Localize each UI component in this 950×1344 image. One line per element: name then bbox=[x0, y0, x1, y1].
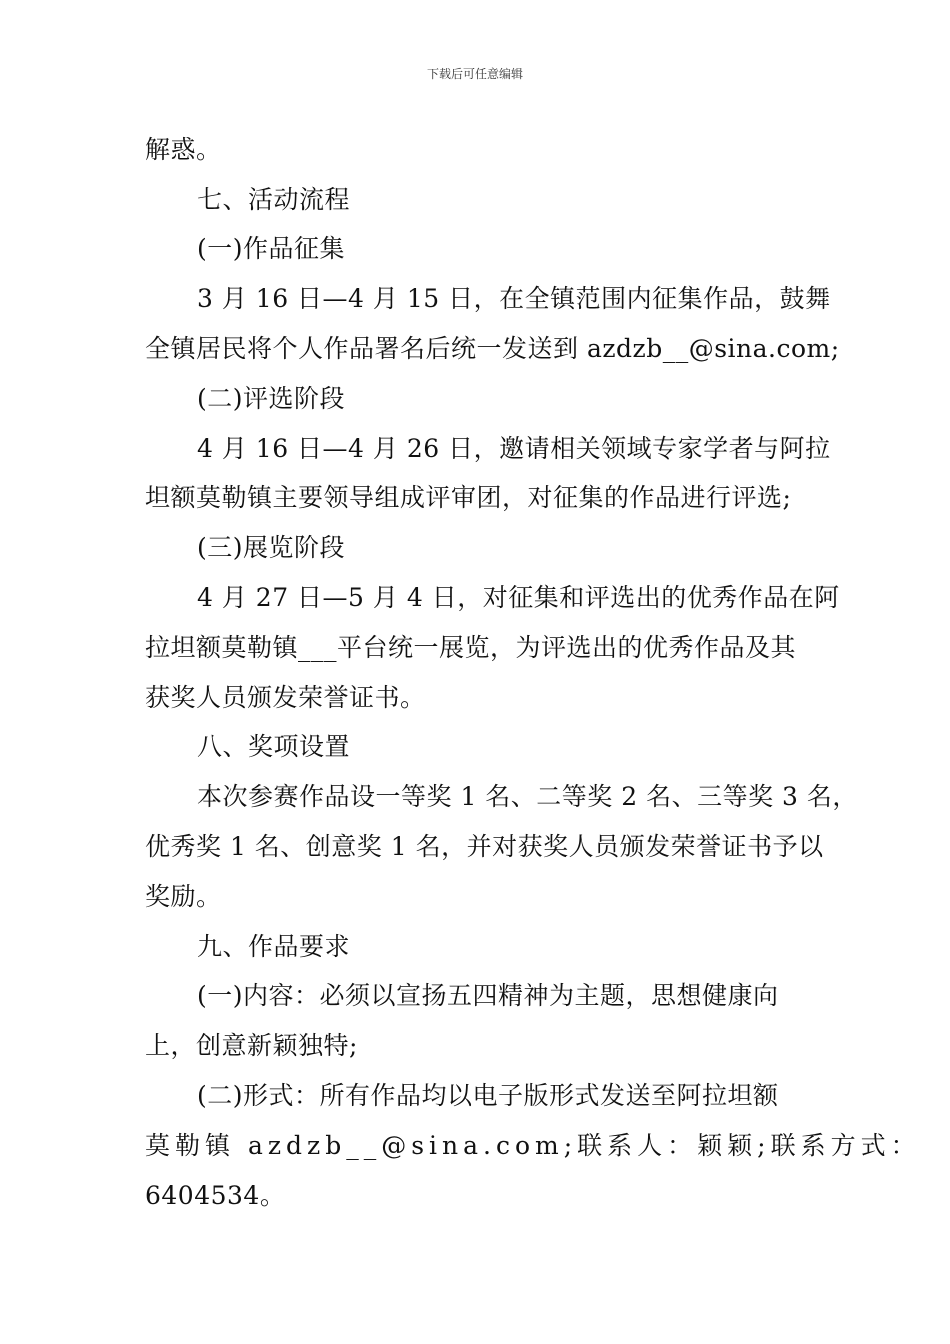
section-heading: 九、作品要求 bbox=[197, 932, 351, 961]
paragraph-line: 6404534。 bbox=[145, 1181, 286, 1210]
paragraph-line: 本次参赛作品设一等奖 1 名、二等奖 2 名、三等奖 3 名， bbox=[197, 782, 858, 811]
paragraph-line: 解惑。 bbox=[145, 135, 222, 164]
paragraph-line: (一)内容：必须以宣扬五四精神为主题，思想健康向 bbox=[197, 981, 779, 1010]
paragraph-line: 莫勒镇 azdzb__@sina.com;联系人：颖颖;联系方式： bbox=[145, 1131, 921, 1160]
subsection-heading: (三)展览阶段 bbox=[197, 533, 346, 562]
paragraph-line: 4 月 16 日—4 月 26 日，邀请相关领域专家学者与阿拉 bbox=[197, 434, 831, 463]
page-header: 下载后可任意编辑 bbox=[426, 67, 523, 81]
subsection-heading: (一)作品征集 bbox=[197, 234, 346, 263]
paragraph-line: (二)形式：所有作品均以电子版形式发送至阿拉坦额 bbox=[197, 1081, 779, 1110]
paragraph-line: 3 月 16 日—4 月 15 日，在全镇范围内征集作品，鼓舞 bbox=[197, 284, 831, 313]
paragraph-line: 优秀奖 1 名、创意奖 1 名，并对获奖人员颁发荣誉证书予以 bbox=[145, 832, 824, 861]
paragraph-line: 上，创意新颖独特; bbox=[145, 1031, 358, 1060]
paragraph-line: 坦额莫勒镇主要领导组成评审团，对征集的作品进行评选; bbox=[145, 483, 792, 512]
paragraph-line: 全镇居民将个人作品署名后统一发送到 azdzb__@sina.com; bbox=[145, 334, 840, 363]
paragraph-line: 获奖人员颁发荣誉证书。 bbox=[145, 683, 426, 712]
section-heading: 七、活动流程 bbox=[197, 185, 351, 214]
paragraph-line: 奖励。 bbox=[145, 882, 222, 911]
subsection-heading: (二)评选阶段 bbox=[197, 384, 346, 413]
paragraph-line: 4 月 27 日—5 月 4 日，对征集和评选出的优秀作品在阿 bbox=[197, 583, 840, 612]
paragraph-line: 拉坦额莫勒镇___平台统一展览，为评选出的优秀作品及其 bbox=[145, 633, 797, 662]
section-heading: 八、奖项设置 bbox=[197, 732, 351, 761]
